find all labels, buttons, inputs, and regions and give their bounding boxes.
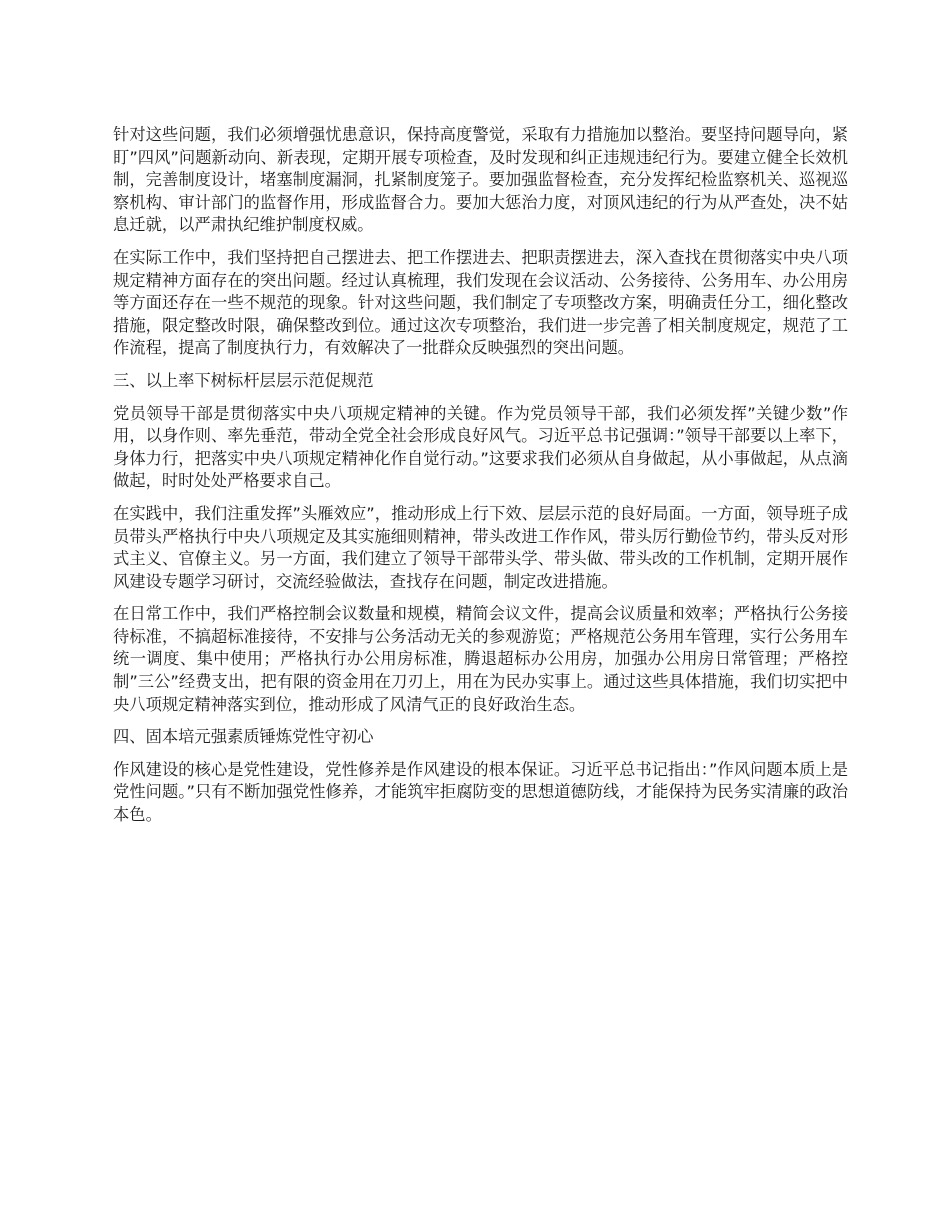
paragraph-rectification-measures: 针对这些问题，我们必须增强忧患意识，保持高度警觉，采取有力措施加以整治。要坚持问题导向，紧盯”四风”问题新动向、新表现，定期开展专项检查，及时发现和纠正违规违纪行为。要建立健全长效机制，完善制度设计，堵塞制度漏洞，扎紧制度笼子。要加强监督检查，充分发挥纪检监察机关、巡视巡察机构、审计部门的监督作用，形成监督合力。要加大惩治力度，对顶风违纪的行为从严查处，决不姑息迁就，以严肃执纪维护制度权威。: [113, 125, 848, 235]
paragraph-lead-goose-effect: 在实践中，我们注重发挥”头雁效应”，推动形成上行下效、层层示范的良好局面。一方面，领导班子成员带头严格执行中央八项规定及其实施细则精神，带头改进工作作风，带头厉行勤俭节约，带头反对形式主义、官僚主义。另一方面，我们建立了领导干部带头学、带头做、带头改的工作机制，定期开展作风建设专题学习研讨，交流经验做法，查找存在问题，制定改进措施。: [113, 503, 848, 591]
document-body: [113, 124, 848, 837]
section-heading-three: 三、以上率下树标杆层层示范促规范: [113, 370, 374, 390]
section-heading-four: 四、固本培元强素质锤炼党性守初心: [113, 727, 374, 747]
paragraph-party-spirit: 作风建设的核心是党性建设，党性修养是作风建设的根本保证。习近平总书记指出：”作风问题本质上是党性问题。”只有不断加强党性修养，才能筑牢拒腐防变的思想道德防线，才能保持为民务实清廉的政治本色。: [113, 759, 848, 825]
paragraph-practical-work: 在实际工作中，我们坚持把自己摆进去、把工作摆进去、把职责摆进去，深入查找在贯彻落实中央八项规定精神方面存在的突出问题。经过认真梳理，我们发现在会议活动、公务接待、公务用车、办公用房等方面还存在一些不规范的现象。针对这些问题，我们制定了专项整改方案，明确责任分工，细化整改措施，限定整改时限，确保整改到位。通过这次专项整治，我们进一步完善了相关制度规定，规范了工作流程，提高了制度执行力，有效解决了一批群众反映强烈的突出问题。: [113, 247, 848, 358]
paragraph-key-minority: 党员领导干部是贯彻落实中央八项规定精神的关键。作为党员领导干部，我们必须发挥”关键少数”作用，以身作则、率先垂范，带动全党全社会形成良好风气。习近平总书记强调：”领导干部要以上率下，身体力行，把落实中央八项规定精神化作自觉行动。”这要求我们必须从自身做起，从小事做起，从点滴做起，时时处处严格要求自己。: [113, 403, 848, 491]
paragraph-daily-work: 在日常工作中，我们严格控制会议数量和规模，精简会议文件，提高会议质量和效率；严格执行公务接待标准，不搞超标准接待，不安排与公务活动无关的参观游览；严格规范公务用车管理，实行公务用车统一调度、集中使用；严格执行办公用房标准，腾退超标办公用房，加强办公用房日常管理；严格控制”三公”经费支出，把有限的资金用在刀刃上，用在为民办实事上。通过这些具体措施，我们切实把中央八项规定精神落实到位，推动形成了风清气正的良好政治生态。: [113, 604, 848, 714]
